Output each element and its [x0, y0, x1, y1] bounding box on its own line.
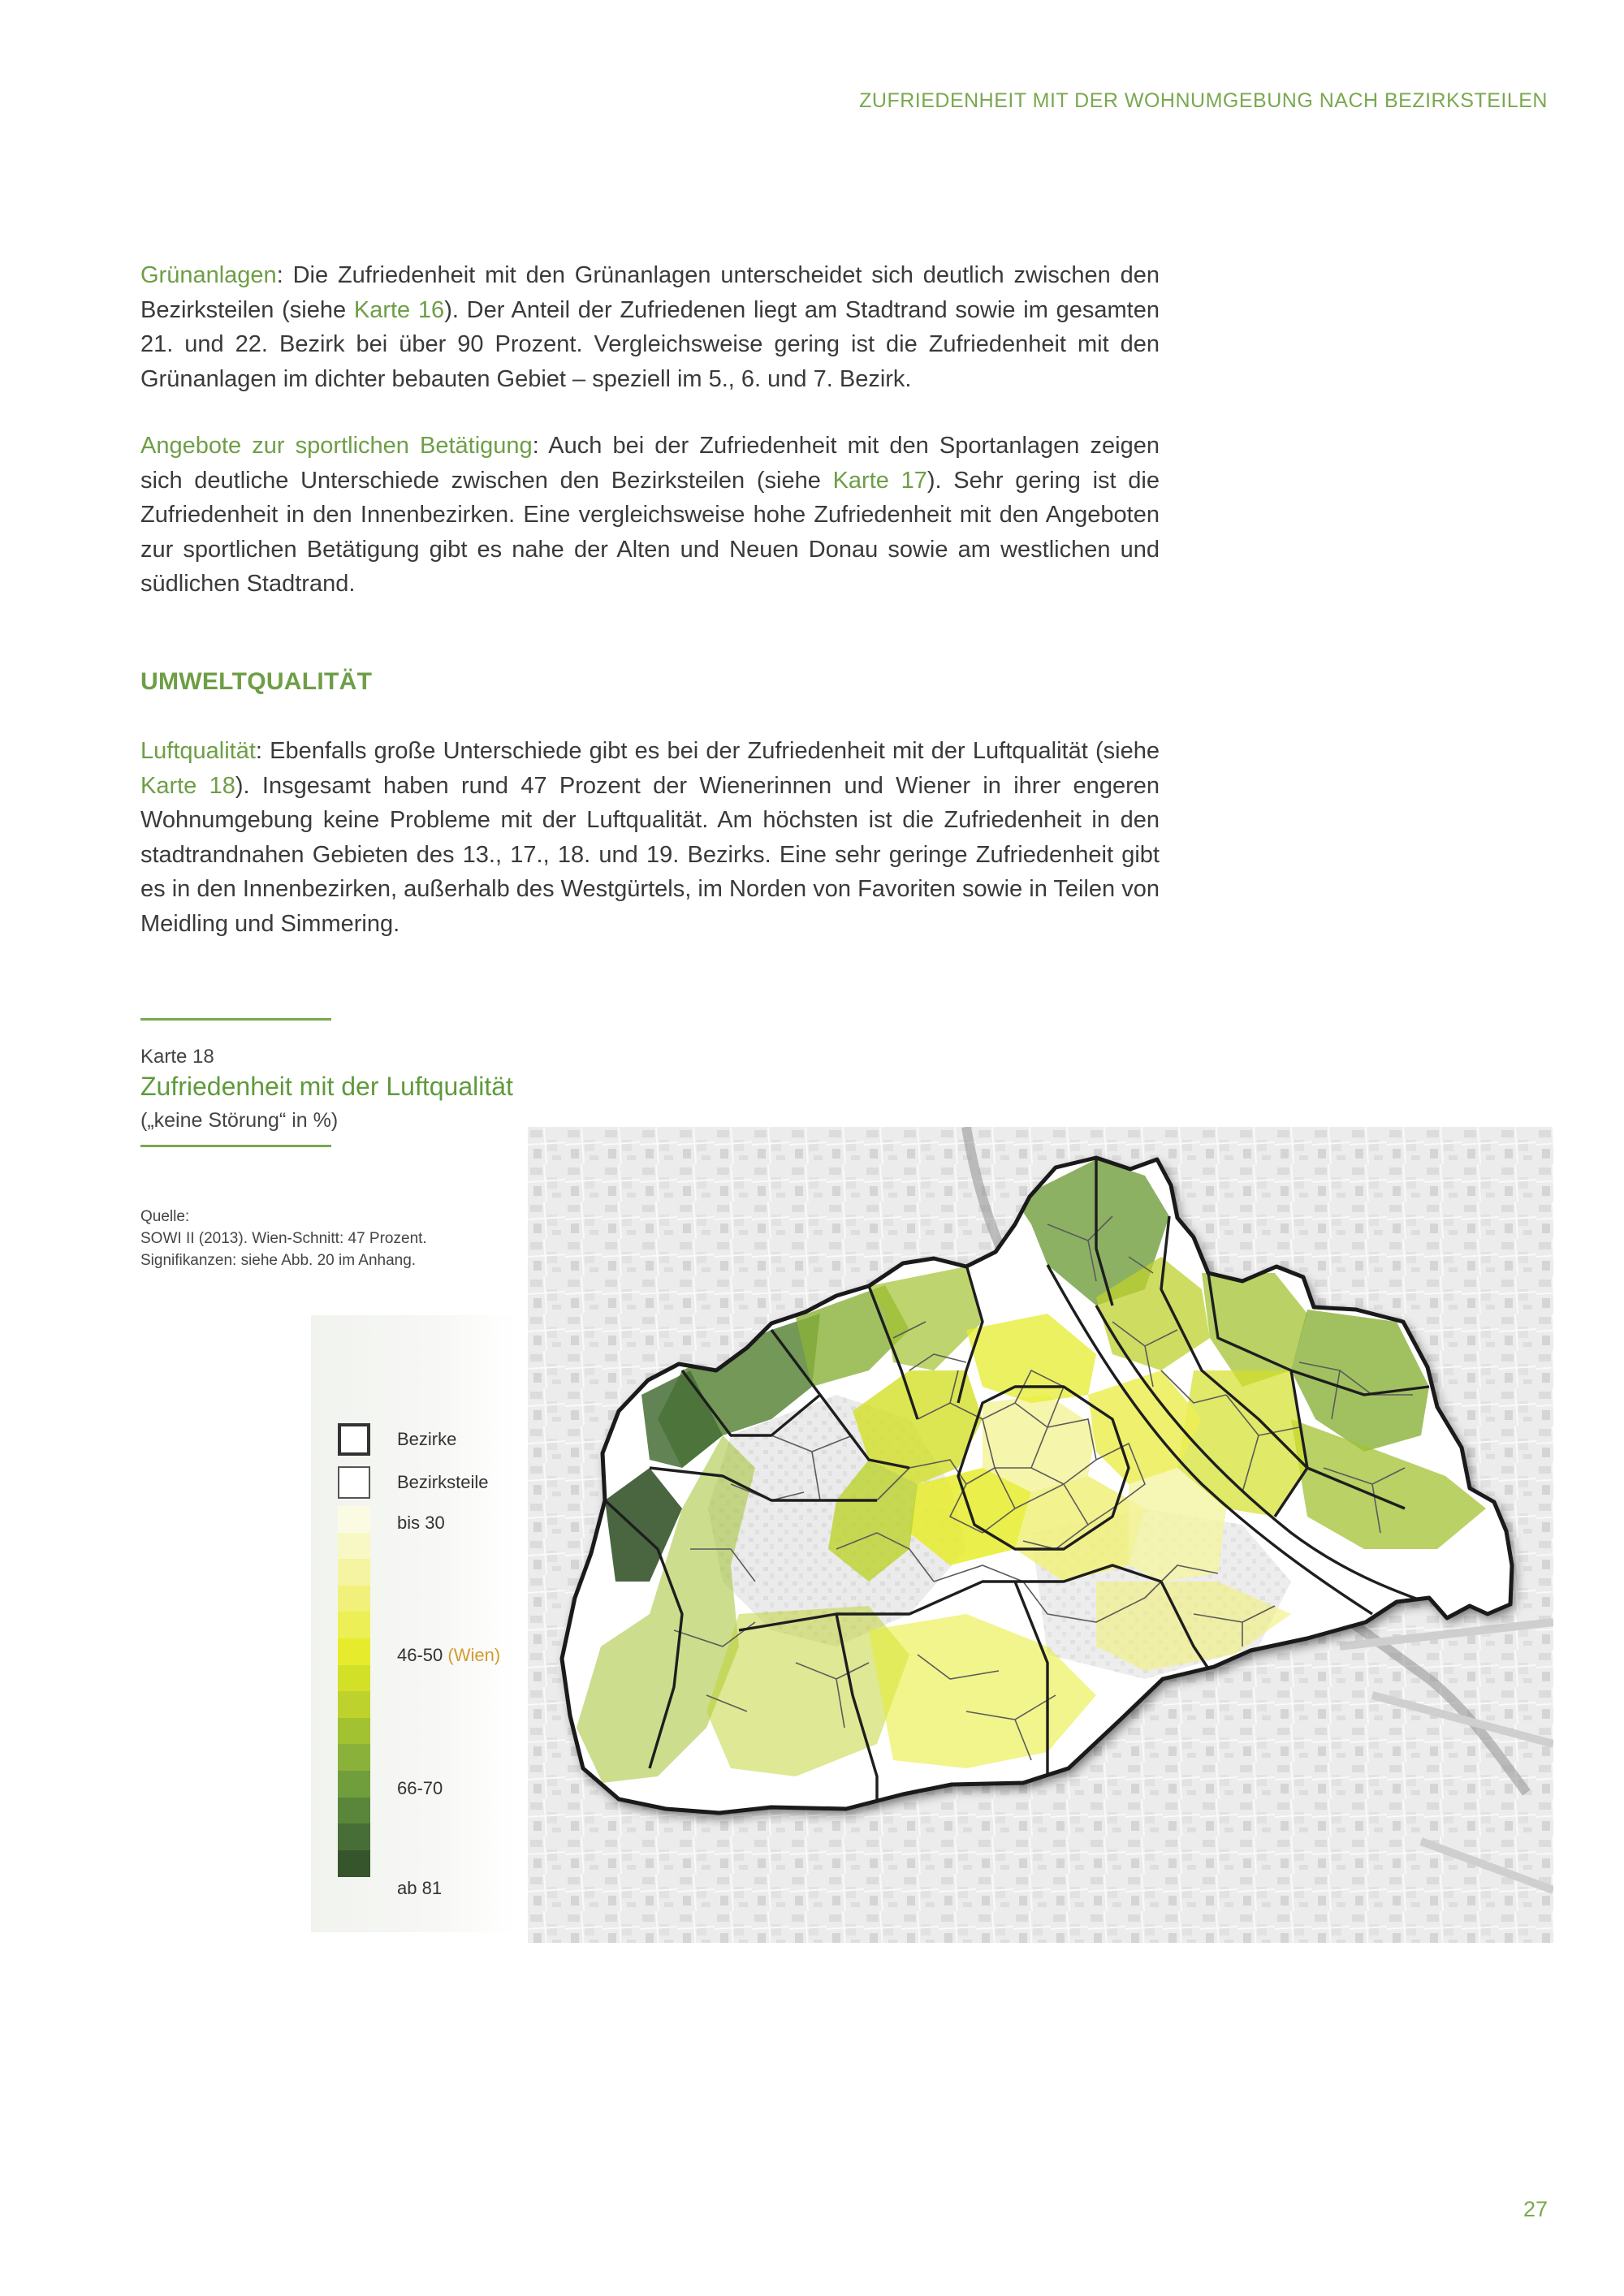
paragraph-sport [140, 429, 1160, 602]
legend-label-bezirke: Bezirke [397, 1429, 457, 1449]
legend-label-ab81: ab 81 [397, 1878, 443, 1898]
paragraph-text: ). Insgesamt haben rund 47 Prozent der Wienerinnen und Wiener in ihrer engeren Wohnumgebung keine Probleme mit der Luftqualität. Am höchsten ist die Zufriedenheit in den stadtrandnahen Gebieten des 13., 17., 18. und 19. Bezirks. Eine sehr geringe Zufriedenheit gibt es in den Innenbezirken, außerhalb des Westgürtels, im Norden von Favoriten sowie in Teilen von Meidling und Simmering. [140, 772, 1160, 937]
map-number: Karte 18 [140, 1046, 214, 1068]
legend-swatch [338, 1798, 370, 1824]
map-subtitle: („keine Störung“ in %) [140, 1109, 339, 1132]
legend-swatch [338, 1744, 370, 1771]
legend-swatch [338, 1586, 370, 1612]
term-luft: Luftqualität [140, 738, 256, 764]
legend-swatch [338, 1665, 370, 1692]
legend-bezirke-symbol [338, 1423, 370, 1456]
legend-swatch [338, 1823, 370, 1850]
term-gruenanlagen: Grünanlagen [140, 262, 277, 288]
legend-wien-marker: (Wien) [447, 1645, 501, 1665]
paragraph-text: : Ebenfalls große Unterschiede gibt es bei der Zufriedenheit mit der Luftqualität (siehe [255, 738, 1160, 764]
legend-label-46-50 [397, 1645, 500, 1666]
section-heading: UMWELTQUALITÄT [140, 668, 373, 695]
legend-bezirksteile-symbol [338, 1466, 370, 1499]
legend-swatch [338, 1506, 370, 1533]
vienna-choropleth-map [528, 1127, 1553, 1943]
term-sport: Angebote zur sportlichen Betätigung [140, 433, 533, 459]
legend-swatch [338, 1691, 370, 1718]
paragraph-text: : Die Zufriedenheit mit den Grünanlagen unterscheidet sich deutlich zwischen den Bezirksteilen (siehe [140, 262, 1160, 323]
caption-rule-top [140, 1018, 331, 1021]
legend-label-bezirksteile: Bezirksteile [397, 1472, 489, 1492]
map-reference-link[interactable]: Karte 16 [353, 296, 445, 323]
map-title: Zufriedenheit mit der Luftqualität [140, 1072, 513, 1101]
paragraph-luft [140, 734, 1160, 941]
map-reference-link[interactable]: Karte 17 [832, 467, 927, 494]
source-line: SOWI II (2013). Wien-Schnitt: 47 Prozent. [140, 1230, 427, 1247]
paragraph-text: ). Sehr gering ist die Zufriedenheit in den Innenbezirken. Eine vergleichsweise hohe Zufriedenheit mit den Angeboten zur sportlichen Betätigung gibt es nahe der Alten und Neuen Donau sowie am westlichen und südlichen Stadtrand. [140, 467, 1160, 597]
legend-label-66-70: 66-70 [397, 1778, 443, 1798]
significance-note: Signifikanzen: siehe Abb. 20 im Anhang. [140, 1252, 417, 1269]
legend-swatch [338, 1533, 370, 1560]
page-number: 27 [1522, 2197, 1548, 2221]
paragraph-text: ). Der Anteil der Zufriedenen liegt am Stadtrand sowie im gesamten 21. und 22. Bezirk bei über 90 Prozent. Vergleichsweise gering ist die Zufriedenheit mit den Grünanlagen im dichter bebauten Gebiet – speziell im 5., 6. und 7. Bezirk. [140, 296, 1160, 392]
caption-rule-bottom [140, 1145, 331, 1147]
legend-swatch [338, 1718, 370, 1745]
paragraph-text: : Auch bei der Zufriedenheit mit den Sportanlagen zeigen sich deutliche Unterschiede zwischen den Bezirksteilen (siehe [140, 433, 1160, 494]
running-header: ZUFRIEDENHEIT MIT DER WOHNUMGEBUNG NACH BEZIRKSTEILEN [859, 89, 1548, 112]
legend-label-bis30: bis 30 [397, 1513, 445, 1533]
legend-swatch [338, 1638, 370, 1665]
source-label: Quelle: [140, 1208, 190, 1225]
map-reference-link[interactable]: Karte 18 [140, 772, 235, 799]
legend-swatch [338, 1612, 370, 1638]
legend-swatch [338, 1850, 370, 1877]
legend-swatch [338, 1771, 370, 1798]
paragraph-gruenanlagen [140, 258, 1160, 396]
legend-range-46-50: 46-50 [397, 1645, 443, 1665]
legend-swatch [338, 1559, 370, 1586]
